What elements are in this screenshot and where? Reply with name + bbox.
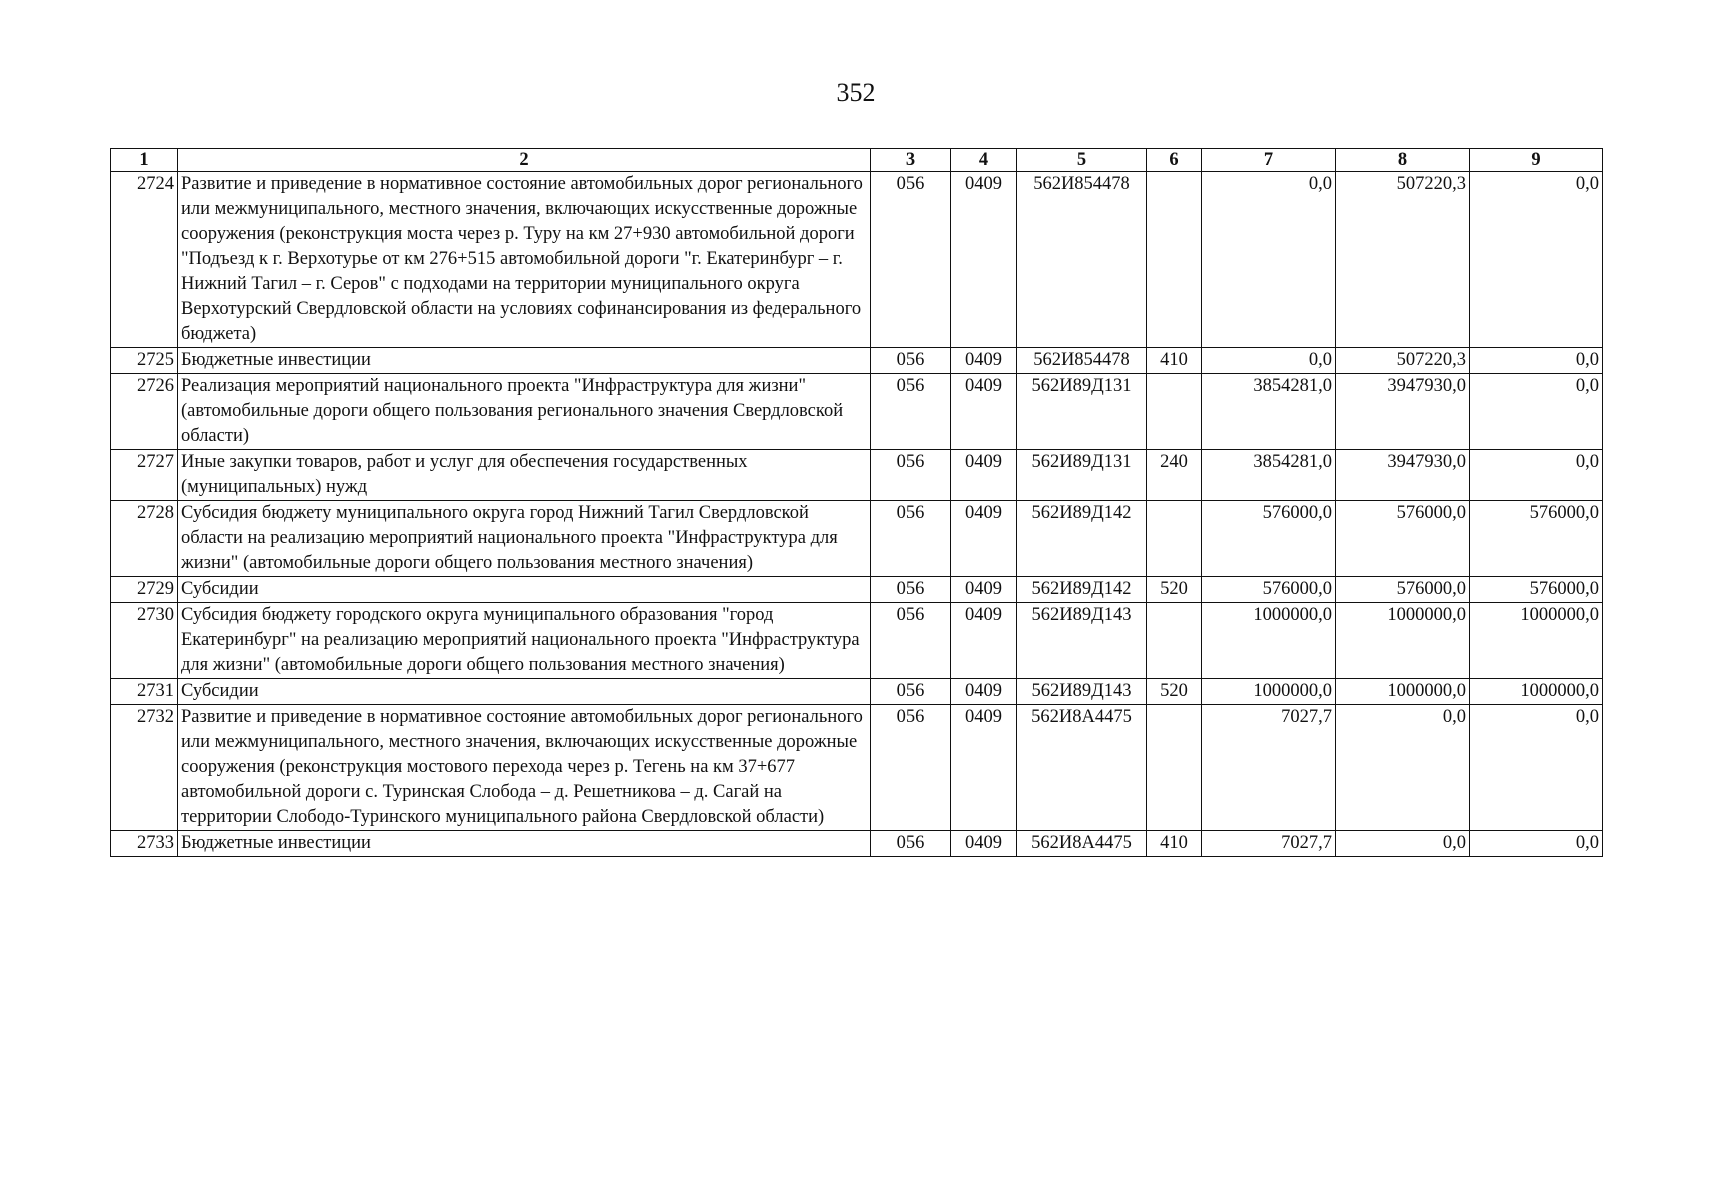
amount-col-9: 0,0 bbox=[1470, 450, 1603, 501]
expense-type-code bbox=[1147, 603, 1202, 679]
ministry-code: 056 bbox=[871, 577, 951, 603]
expense-type-code bbox=[1147, 172, 1202, 348]
ministry-code: 056 bbox=[871, 705, 951, 831]
target-article-code: 562И89Д131 bbox=[1017, 450, 1147, 501]
amount-col-8: 0,0 bbox=[1336, 705, 1470, 831]
amount-col-7: 7027,7 bbox=[1202, 831, 1336, 857]
budget-table bbox=[110, 148, 1603, 857]
target-article-code: 562И89Д143 bbox=[1017, 603, 1147, 679]
table-row bbox=[111, 501, 1603, 577]
row-description: Развитие и приведение в нормативное состояние автомобильных дорог регионального или межмуниципального, местного значения, включающих искусственные дорожные сооружения (реконструкция мостового перехода через р. Тегень на км 37+677 автомобильной дороги с. Туринская Слобода – д. Решетникова – д. Сагай на территории Слободо-Туринского муниципального района Свердловской области) bbox=[178, 705, 871, 831]
row-description: Бюджетные инвестиции bbox=[178, 348, 871, 374]
ministry-code: 056 bbox=[871, 450, 951, 501]
target-article-code: 562И8А4475 bbox=[1017, 831, 1147, 857]
target-article-code: 562И89Д131 bbox=[1017, 374, 1147, 450]
ministry-code: 056 bbox=[871, 603, 951, 679]
section-code: 0409 bbox=[951, 501, 1017, 577]
expense-type-code: 240 bbox=[1147, 450, 1202, 501]
row-number: 2733 bbox=[111, 831, 178, 857]
amount-col-8: 1000000,0 bbox=[1336, 679, 1470, 705]
column-header: 9 bbox=[1470, 149, 1603, 172]
section-code: 0409 bbox=[951, 348, 1017, 374]
section-code: 0409 bbox=[951, 450, 1017, 501]
amount-col-7: 3854281,0 bbox=[1202, 450, 1336, 501]
row-number: 2727 bbox=[111, 450, 178, 501]
amount-col-7: 576000,0 bbox=[1202, 501, 1336, 577]
expense-type-code: 410 bbox=[1147, 348, 1202, 374]
target-article-code: 562И854478 bbox=[1017, 172, 1147, 348]
target-article-code: 562И89Д142 bbox=[1017, 577, 1147, 603]
amount-col-8: 3947930,0 bbox=[1336, 450, 1470, 501]
column-header: 1 bbox=[111, 149, 178, 172]
amount-col-7: 0,0 bbox=[1202, 348, 1336, 374]
amount-col-7: 0,0 bbox=[1202, 172, 1336, 348]
section-code: 0409 bbox=[951, 577, 1017, 603]
column-header: 3 bbox=[871, 149, 951, 172]
table-row bbox=[111, 831, 1603, 857]
expense-type-code: 520 bbox=[1147, 679, 1202, 705]
section-code: 0409 bbox=[951, 679, 1017, 705]
row-description: Развитие и приведение в нормативное состояние автомобильных дорог регионального или межмуниципального, местного значения, включающих искусственные дорожные сооружения (реконструкция моста через р. Туру на км 27+930 автомобильной дороги "Подъезд к г. Верхотурье от км 276+515 автомобильной дороги "г. Екатеринбург – г. Нижний Тагил – г. Серов" с подходами на территории муниципального округа Верхотурский Свердловской области на условиях софинансирования из федерального бюджета) bbox=[178, 172, 871, 348]
target-article-code: 562И854478 bbox=[1017, 348, 1147, 374]
row-description: Субсидия бюджету муниципального округа город Нижний Тагил Свердловской области на реализацию мероприятий национального проекта "Инфраструктура для жизни" (автомобильные дороги общего пользования местного значения) bbox=[178, 501, 871, 577]
expense-type-code: 520 bbox=[1147, 577, 1202, 603]
row-description: Иные закупки товаров, работ и услуг для обеспечения государственных (муниципальных) нужд bbox=[178, 450, 871, 501]
amount-col-8: 0,0 bbox=[1336, 831, 1470, 857]
amount-col-8: 507220,3 bbox=[1336, 348, 1470, 374]
target-article-code: 562И8А4475 bbox=[1017, 705, 1147, 831]
amount-col-9: 0,0 bbox=[1470, 374, 1603, 450]
section-code: 0409 bbox=[951, 172, 1017, 348]
ministry-code: 056 bbox=[871, 172, 951, 348]
amount-col-7: 7027,7 bbox=[1202, 705, 1336, 831]
target-article-code: 562И89Д143 bbox=[1017, 679, 1147, 705]
expense-type-code bbox=[1147, 374, 1202, 450]
amount-col-8: 1000000,0 bbox=[1336, 603, 1470, 679]
table-row bbox=[111, 577, 1603, 603]
table-row bbox=[111, 172, 1603, 348]
row-description: Бюджетные инвестиции bbox=[178, 831, 871, 857]
row-description: Субсидии bbox=[178, 577, 871, 603]
row-number: 2730 bbox=[111, 603, 178, 679]
amount-col-8: 3947930,0 bbox=[1336, 374, 1470, 450]
table-row bbox=[111, 348, 1603, 374]
row-number: 2729 bbox=[111, 577, 178, 603]
amount-col-7: 576000,0 bbox=[1202, 577, 1336, 603]
row-number: 2732 bbox=[111, 705, 178, 831]
expense-type-code bbox=[1147, 501, 1202, 577]
column-header: 5 bbox=[1017, 149, 1147, 172]
amount-col-9: 0,0 bbox=[1470, 831, 1603, 857]
amount-col-7: 3854281,0 bbox=[1202, 374, 1336, 450]
table-row bbox=[111, 374, 1603, 450]
table-row bbox=[111, 679, 1603, 705]
amount-col-8: 576000,0 bbox=[1336, 501, 1470, 577]
row-number: 2731 bbox=[111, 679, 178, 705]
row-number: 2724 bbox=[111, 172, 178, 348]
ministry-code: 056 bbox=[871, 679, 951, 705]
header-row bbox=[111, 149, 1603, 172]
amount-col-7: 1000000,0 bbox=[1202, 679, 1336, 705]
ministry-code: 056 bbox=[871, 374, 951, 450]
page-number: 352 bbox=[836, 78, 876, 107]
amount-col-9: 0,0 bbox=[1470, 172, 1603, 348]
table-row bbox=[111, 603, 1603, 679]
column-header: 2 bbox=[178, 149, 871, 172]
amount-col-9: 0,0 bbox=[1470, 705, 1603, 831]
table-row bbox=[111, 450, 1603, 501]
column-header: 8 bbox=[1336, 149, 1470, 172]
expense-type-code: 410 bbox=[1147, 831, 1202, 857]
ministry-code: 056 bbox=[871, 501, 951, 577]
row-description: Реализация мероприятий национального проекта "Инфраструктура для жизни" (автомобильные дороги общего пользования регионального значения Свердловской области) bbox=[178, 374, 871, 450]
section-code: 0409 bbox=[951, 705, 1017, 831]
row-description: Субсидия бюджету городского округа муниципального образования "город Екатеринбург" на реализацию мероприятий национального проекта "Инфраструктура для жизни" (автомобильные дороги общего пользования местного значения) bbox=[178, 603, 871, 679]
amount-col-8: 576000,0 bbox=[1336, 577, 1470, 603]
section-code: 0409 bbox=[951, 374, 1017, 450]
section-code: 0409 bbox=[951, 603, 1017, 679]
column-header: 6 bbox=[1147, 149, 1202, 172]
table-row bbox=[111, 705, 1603, 831]
column-header: 7 bbox=[1202, 149, 1336, 172]
amount-col-9: 1000000,0 bbox=[1470, 679, 1603, 705]
amount-col-9: 576000,0 bbox=[1470, 577, 1603, 603]
row-number: 2728 bbox=[111, 501, 178, 577]
amount-col-9: 0,0 bbox=[1470, 348, 1603, 374]
target-article-code: 562И89Д142 bbox=[1017, 501, 1147, 577]
column-header: 4 bbox=[951, 149, 1017, 172]
amount-col-9: 1000000,0 bbox=[1470, 603, 1603, 679]
amount-col-7: 1000000,0 bbox=[1202, 603, 1336, 679]
section-code: 0409 bbox=[951, 831, 1017, 857]
expense-type-code bbox=[1147, 705, 1202, 831]
amount-col-8: 507220,3 bbox=[1336, 172, 1470, 348]
row-number: 2726 bbox=[111, 374, 178, 450]
ministry-code: 056 bbox=[871, 831, 951, 857]
row-description: Субсидии bbox=[178, 679, 871, 705]
row-number: 2725 bbox=[111, 348, 178, 374]
ministry-code: 056 bbox=[871, 348, 951, 374]
amount-col-9: 576000,0 bbox=[1470, 501, 1603, 577]
